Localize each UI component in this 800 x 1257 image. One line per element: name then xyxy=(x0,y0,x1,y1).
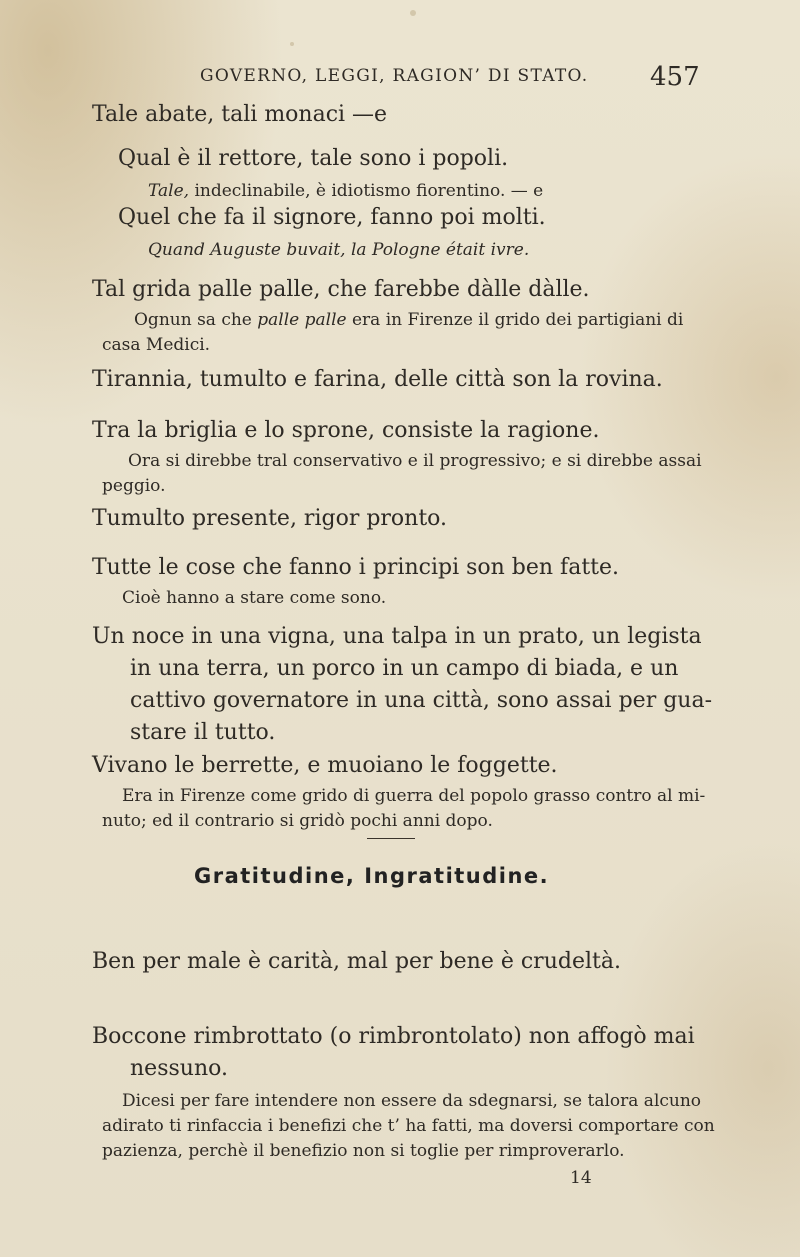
proverb-gloss: Ora si direbbe tral conservativo e il progressivo; e si direbbe assai xyxy=(128,451,702,471)
proverb-gloss: casa Medici. xyxy=(102,335,211,355)
proverb-text: Vivano le berrette, e muoiano le foggette. xyxy=(92,753,558,778)
section-title: Gratitudine, Ingratitudine. xyxy=(194,864,550,888)
proverb-text: stare il tutto. xyxy=(130,720,276,745)
proverb-entry xyxy=(0,274,800,358)
proverb-text: Boccone rimbrottato (o rimbrontolato) non affogò mai xyxy=(92,1024,695,1049)
proverb-text: Tumulto presente, rigor pronto. xyxy=(92,506,448,531)
proverb-text: Tal grida palle palle, che farebbe dàlle dàlle. xyxy=(92,277,590,302)
proverb-entry xyxy=(0,364,800,396)
proverb-gloss: Quand Auguste buvait, la Pologne était ivre. xyxy=(148,240,530,260)
proverb-text: nessuno. xyxy=(130,1056,228,1081)
running-title: GOVERNO, LEGGI, RAGION’ DI STATO. xyxy=(200,66,589,86)
proverb-text: in una terra, un porco in un campo di biada, e un xyxy=(130,656,679,681)
proverb-entry xyxy=(0,621,800,749)
proverb-gloss xyxy=(0,179,800,204)
proverb-entry xyxy=(0,946,800,978)
proverb-entry xyxy=(0,1021,800,1164)
proverb-text: Tutte le cose che fanno i principi son ben fatte. xyxy=(92,555,620,580)
proverb-entry xyxy=(0,503,800,535)
signature-mark: 14 xyxy=(570,1168,592,1188)
gloss-text: era in Firenze il grido dei partigiani di xyxy=(346,310,684,330)
proverb-entry xyxy=(0,750,800,834)
proverb-gloss: peggio. xyxy=(102,476,166,496)
proverb-entry xyxy=(0,202,800,263)
proverb-gloss: nuto; ed il contrario si gridò pochi anni dopo. xyxy=(102,811,493,831)
proverb-text: Un noce in una vigna, una talpa in un prato, un legista xyxy=(92,624,702,649)
proverb-text: Qual è il rettore, tale sono i popoli. xyxy=(118,146,509,171)
section-divider xyxy=(367,838,415,839)
paper-spot xyxy=(290,42,294,46)
proverb-text: Tirannia, tumulto e farina, delle città son la rovina. xyxy=(92,367,663,392)
gloss-italic: Tale, xyxy=(148,181,190,201)
proverb-gloss: adirato ti rinfaccia i benefizi che t’ ha fatti, ma doversi comportare con xyxy=(102,1116,715,1136)
proverb-gloss: pazienza, perchè il benefizio non si toglie per rimproverarlo. xyxy=(102,1141,625,1161)
proverb-entry xyxy=(0,143,800,204)
gloss-italic: palle palle xyxy=(257,310,347,330)
proverb-entry xyxy=(0,415,800,499)
proverb-gloss: Dicesi per fare intendere non essere da sdegnarsi, se talora alcuno xyxy=(122,1091,702,1111)
proverb-gloss: Era in Firenze come grido di guerra del popolo grasso contro al mi- xyxy=(122,786,706,806)
proverb-text: Ben per male è carità, mal per bene è crudeltà. xyxy=(92,949,621,974)
gloss-text: Ognun sa che xyxy=(134,310,258,330)
proverb-text: Tale abate, tali monaci —e xyxy=(92,102,388,127)
proverb-gloss xyxy=(0,308,800,333)
proverb-text: cattivo governatore in una città, sono assai per gua- xyxy=(130,688,713,713)
proverb-text: Tra la briglia e lo sprone, consiste la ragione. xyxy=(92,418,600,443)
paper-spot xyxy=(410,10,416,16)
proverb-text: Quel che fa il signore, fanno poi molti. xyxy=(118,205,546,230)
proverb-entry xyxy=(0,552,800,611)
proverb-entry xyxy=(0,99,800,131)
page-number: 457 xyxy=(650,62,700,92)
page-header xyxy=(0,62,800,94)
gloss-text: indeclinabile, è idiotismo fiorentino. — e xyxy=(189,181,544,201)
proverb-gloss: Cioè hanno a stare come sono. xyxy=(122,588,387,608)
